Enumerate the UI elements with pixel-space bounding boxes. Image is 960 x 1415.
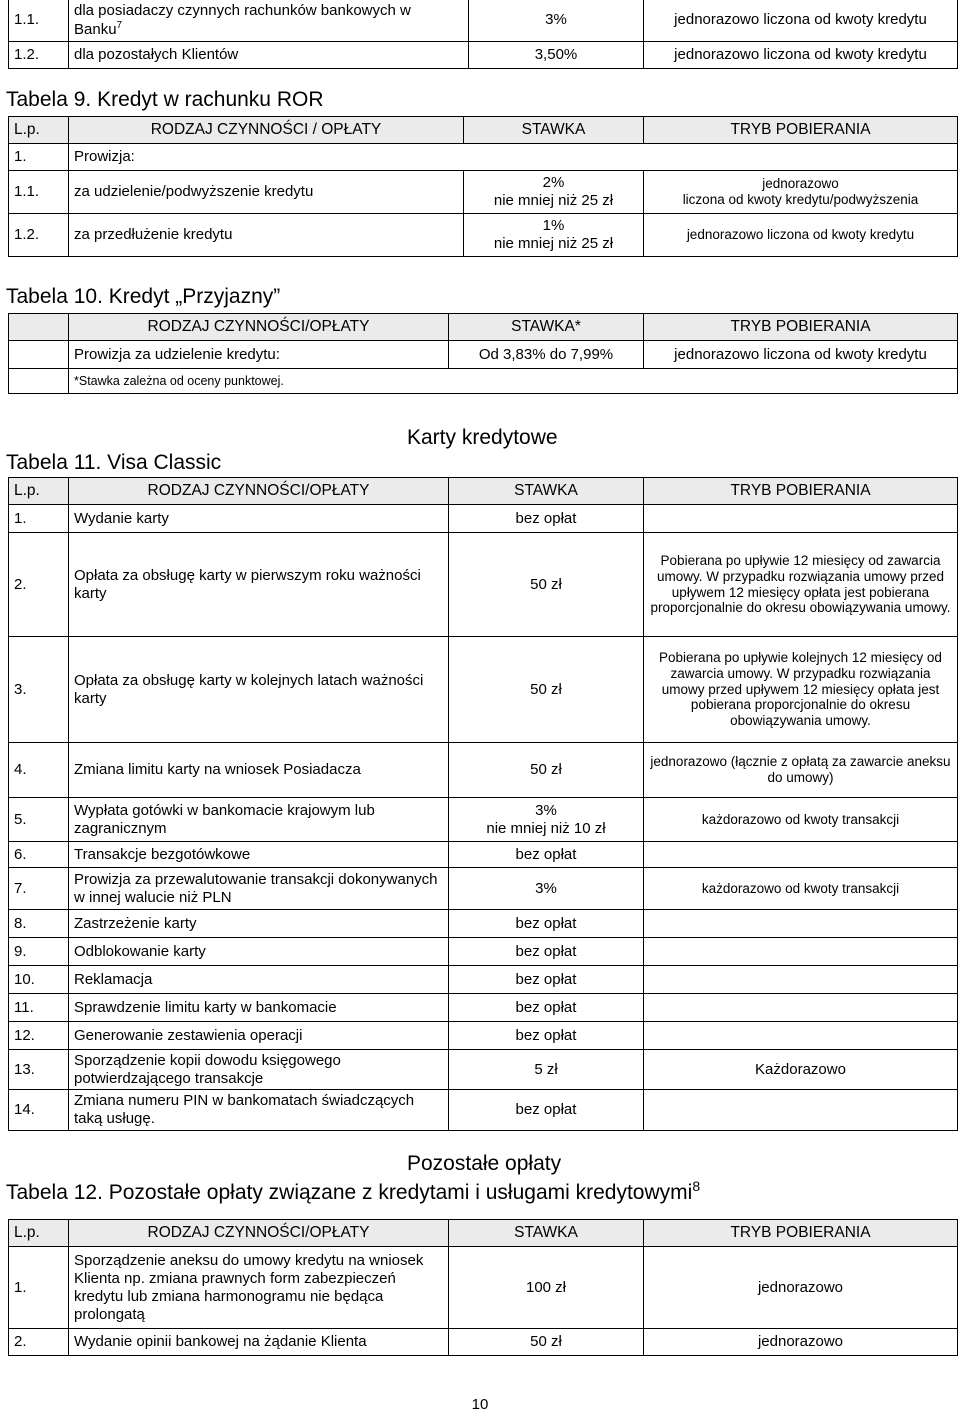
lp-cell: 8. [9, 910, 69, 938]
header-rate: STAWKA [449, 1220, 644, 1247]
table-row [9, 214, 958, 257]
mode-cell: jednorazowo liczona od kwoty kredytu [644, 341, 958, 369]
lp-cell: 6. [9, 842, 69, 868]
name-cell: Zmiana numeru PIN w bankomatach świadczących taką usługę. [69, 1090, 449, 1131]
header-mode: TRYB POBIERANIA [644, 117, 958, 144]
table-row [9, 505, 958, 533]
table-row [9, 1022, 958, 1050]
name-cell: Transakcje bezgotówkowe [69, 842, 449, 868]
table-row [9, 1329, 958, 1356]
mode-cell: każdorazowo od kwoty transakcji [644, 868, 958, 910]
name-cell: Prowizja za przewalutowanie transakcji dokonywanych w innej walucie niż PLN [69, 868, 449, 910]
rate-cell: 1% nie mniej niż 25 zł [464, 214, 644, 257]
mode-cell: Każdorazowo [644, 1050, 958, 1090]
table-11-title: Tabela 11. Visa Classic [6, 451, 222, 474]
table-row [9, 41, 958, 68]
table-row [9, 533, 958, 637]
name-cell: Prowizja za udzielenie kredytu: [69, 341, 449, 369]
mode-cell: Pobierana po upływie kolejnych 12 miesięcy od zawarcia umowy. W przypadku rozwiązania umowy przed upływem 12 miesięcy opłata jest pobierana proporcjonalnie do okresu obowiązywania umowy. [644, 637, 958, 743]
table-row [9, 966, 958, 994]
header-mode: TRYB POBIERANIA [644, 478, 958, 505]
rate-cell: bez opłat [449, 938, 644, 966]
table-row [9, 868, 958, 910]
table-row [9, 171, 958, 214]
lp-cell: 3. [9, 637, 69, 743]
rate-cell: 50 zł [449, 1329, 644, 1356]
mode-cell: jednorazowo liczona od kwoty kredytu [644, 214, 958, 257]
table-header [9, 117, 958, 144]
rate-cell: 50 zł [449, 533, 644, 637]
lp-cell: 1.2. [9, 41, 69, 68]
lp-cell: 1. [9, 1247, 69, 1329]
header-name: RODZAJ CZYNNOŚCI/OPŁATY [69, 1220, 449, 1247]
table-row [9, 369, 958, 394]
lp-cell: 1. [9, 144, 69, 171]
mode-cell: jednorazowo [644, 1329, 958, 1356]
name-cell: Opłata za obsługę karty w pierwszym roku ważności karty [69, 533, 449, 637]
footnote-ref: 8 [692, 1178, 701, 1194]
table-9 [8, 116, 958, 257]
table-12-title: Tabela 12. Pozostałe opłaty związane z kredytami i usługami kredytowymi$^8$ [6, 1178, 701, 1204]
note-cell: *Stawka zależna od oceny punktowej. [69, 369, 958, 394]
name-cell: Generowanie zestawienia operacji [69, 1022, 449, 1050]
table-header [9, 314, 958, 341]
mode-cell: każdorazowo od kwoty transakcji [644, 798, 958, 842]
rate-cell: 3% [449, 868, 644, 910]
table-row [9, 144, 958, 171]
name-cell: dla pozostałych Klientów [69, 41, 469, 68]
name-cell: Sprawdzenie limitu karty w bankomacie [69, 994, 449, 1022]
name-cell: Sporządzenie aneksu do umowy kredytu na wniosek Klienta np. zmiana prawnych form zabezpieczeń kredytu lub zmiana harmonogramu nie będąca prolongatą [69, 1247, 449, 1329]
header-name: RODZAJ CZYNNOŚCI/OPŁATY [69, 478, 449, 505]
rate-cell: Od 3,83% do 7,99% [449, 341, 644, 369]
name-cell: za udzielenie/podwyższenie kredytu [69, 171, 464, 214]
mode-cell: jednorazowo [644, 1247, 958, 1329]
mode-cell: Pobierana po upływie 12 miesięcy od zawarcia umowy. W przypadku rozwiązania umowy przed upływem 12 miesięcy opłata jest pobierana proporcjonalnie do okresu obowiązywania umowy. [644, 533, 958, 637]
lp-cell: 11. [9, 994, 69, 1022]
header-lp: L.p. [9, 117, 69, 144]
table-10 [8, 313, 958, 394]
table-12 [8, 1219, 958, 1356]
name-cell: Odblokowanie karty [69, 938, 449, 966]
rate-cell: bez opłat [449, 910, 644, 938]
lp-cell: 14. [9, 1090, 69, 1131]
mode-cell: jednorazowo liczona od kwoty kredytu [644, 0, 958, 41]
name-cell: Sporządzenie kopii dowodu księgowego potwierdzającego transakcje [69, 1050, 449, 1090]
lp-cell: 1.1. [9, 171, 69, 214]
table-row [9, 637, 958, 743]
continuation-table [8, 0, 958, 69]
table-row [9, 341, 958, 369]
rate-cell: bez opłat [449, 1022, 644, 1050]
name-cell: Wydanie opinii bankowej na żądanie Klienta [69, 1329, 449, 1356]
header-mode: TRYB POBIERANIA [644, 1220, 958, 1247]
mode-cell: jednorazowo liczona od kwoty kredytu/podwyższenia [644, 171, 958, 214]
name-cell: Wydanie karty [69, 505, 449, 533]
section-title-cards: Karty kredytowe [407, 426, 558, 449]
lp-cell: 4. [9, 743, 69, 798]
lp-cell: 1. [9, 505, 69, 533]
lp-cell: 5. [9, 798, 69, 842]
page-number: 10 [471, 1396, 489, 1413]
lp-cell: 9. [9, 938, 69, 966]
name-cell: Opłata za obsługę karty w kolejnych latach ważności karty [69, 637, 449, 743]
table-9-title: Tabela 9. Kredyt w rachunku ROR [6, 88, 324, 111]
rate-cell: bez opłat [449, 994, 644, 1022]
header-lp: L.p. [9, 478, 69, 505]
header-lp: L.p. [9, 1220, 69, 1247]
rate-cell: bez opłat [449, 966, 644, 994]
lp-cell: 10. [9, 966, 69, 994]
header-rate: STAWKA [464, 117, 644, 144]
table-row [9, 1050, 958, 1090]
table-header [9, 1220, 958, 1247]
lp-cell: 13. [9, 1050, 69, 1090]
rate-cell: 100 zł [449, 1247, 644, 1329]
mode-cell: jednorazowo (łącznie z opłatą za zawarcie aneksu do umowy) [644, 743, 958, 798]
rate-cell: bez opłat [449, 842, 644, 868]
name-cell: Prowizja: [69, 144, 958, 171]
rate-cell: 50 zł [449, 743, 644, 798]
header-rate: STAWKA* [449, 314, 644, 341]
rate-cell: 2% nie mniej niż 25 zł [464, 171, 644, 214]
name-cell: za przedłużenie kredytu [69, 214, 464, 257]
lp-cell: 12. [9, 1022, 69, 1050]
rate-cell: bez opłat [449, 1090, 644, 1131]
table-row [9, 938, 958, 966]
rate-cell: bez opłat [449, 505, 644, 533]
rate-cell: 3% nie mniej niż 10 zł [449, 798, 644, 842]
table-11 [8, 477, 958, 1131]
table-row [9, 743, 958, 798]
lp-cell: 1.2. [9, 214, 69, 257]
header-name: RODZAJ CZYNNOŚCI/OPŁATY [69, 314, 449, 341]
lp-cell: 1.1. [9, 0, 69, 41]
header-rate: STAWKA [449, 478, 644, 505]
mode-cell: jednorazowo liczona od kwoty kredytu [644, 41, 958, 68]
table-row [9, 1090, 958, 1131]
name-cell: Reklamacja [69, 966, 449, 994]
rate-cell: 5 zł [449, 1050, 644, 1090]
table-10-title: Tabela 10. Kredyt „Przyjazny” [6, 285, 281, 308]
header-name: RODZAJ CZYNNOŚCI / OPŁATY [69, 117, 464, 144]
lp-cell: 2. [9, 1329, 69, 1356]
footnote-ref: 7 [116, 19, 123, 31]
table-row [9, 0, 958, 41]
table-row [9, 798, 958, 842]
name-cell: Zmiana limitu karty na wniosek Posiadacza [69, 743, 449, 798]
rate-cell: 3,50% [469, 41, 644, 68]
section-title-other: Pozostałe opłaty [407, 1152, 562, 1175]
table-row [9, 910, 958, 938]
table-row [9, 842, 958, 868]
name-cell: Zastrzeżenie karty [69, 910, 449, 938]
rate-cell: 3% [469, 0, 644, 41]
table-row [9, 1247, 958, 1329]
lp-cell: 7. [9, 868, 69, 910]
header-mode: TRYB POBIERANIA [644, 314, 958, 341]
rate-cell: 50 zł [449, 637, 644, 743]
lp-cell: 2. [9, 533, 69, 637]
name-cell: dla posiadaczy czynnych rachunków bankowych w Banku$^7$ [69, 0, 469, 41]
name-cell: Wypłata gotówki w bankomacie krajowym lub zagranicznym [69, 798, 449, 842]
table-header [9, 478, 958, 505]
table-row [9, 994, 958, 1022]
